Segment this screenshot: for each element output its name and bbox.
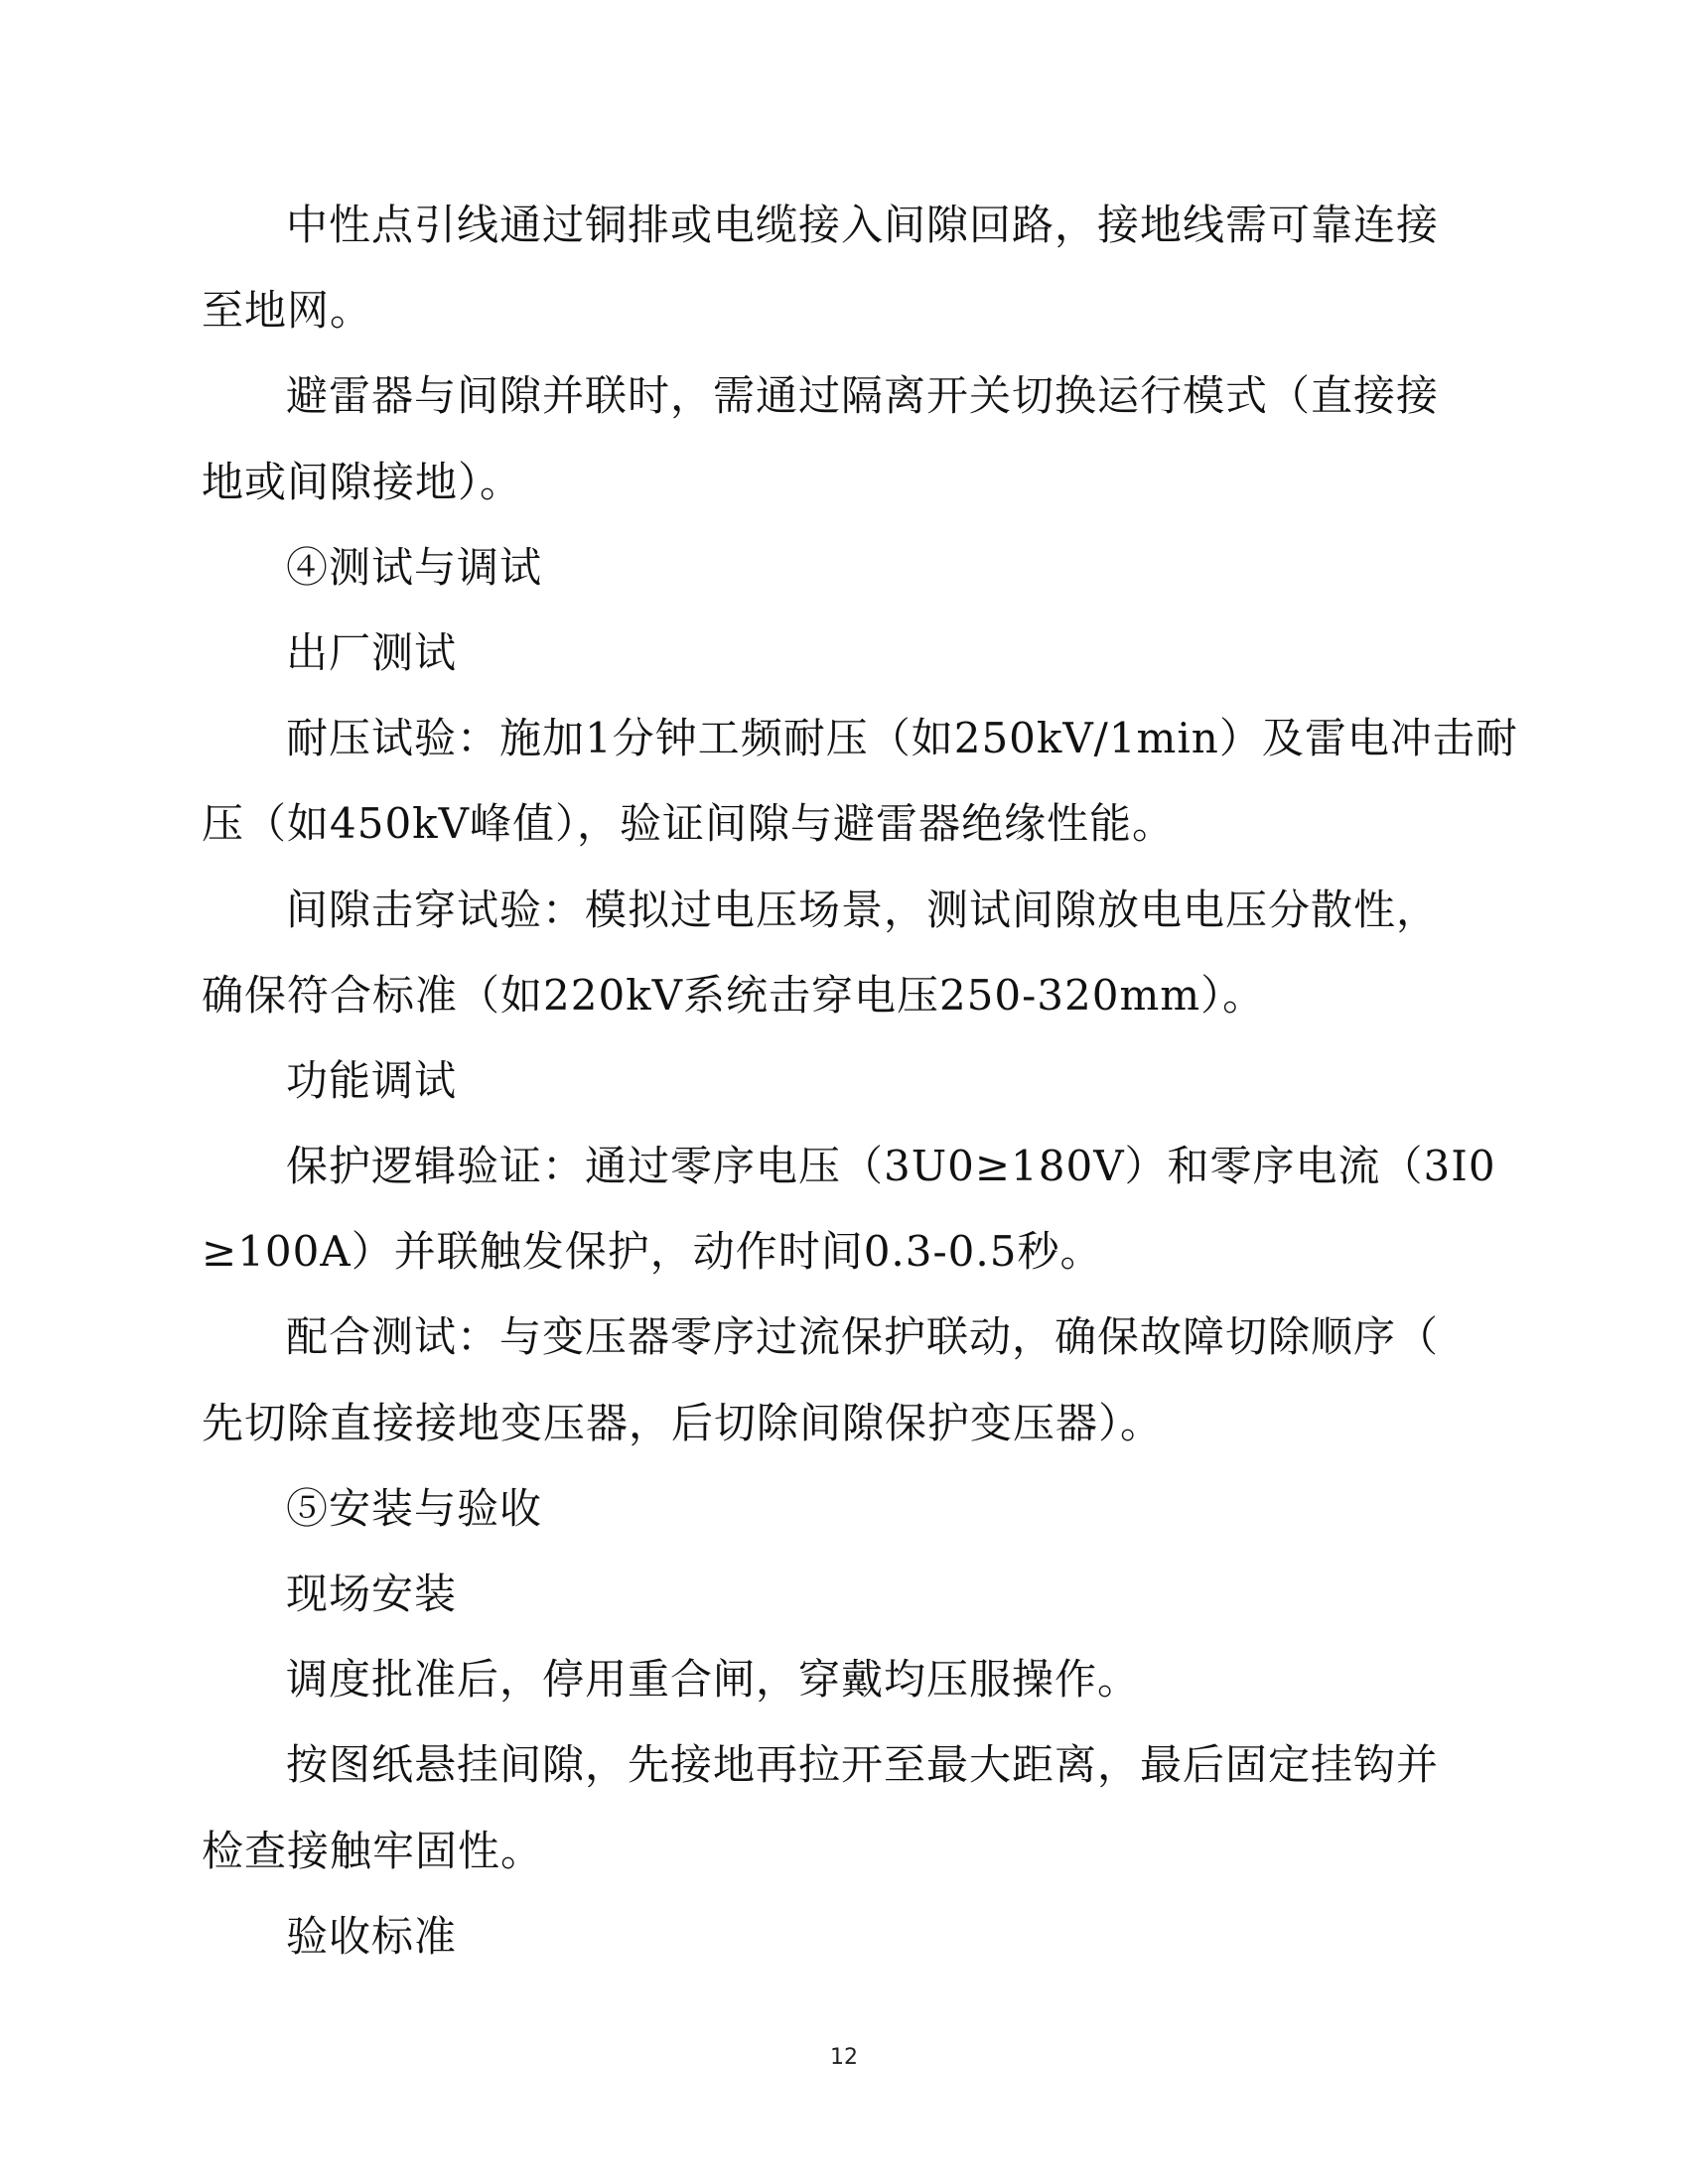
paragraph-line: 调度批准后，停用重合闸，穿戴均压服操作。 [286, 1655, 1141, 1704]
paragraph-line: 保护逻辑验证：通过零序电压（3U0≥180V）和零序电流（3I0 [286, 1142, 1496, 1190]
subsection-heading: 验收标准 [286, 1912, 458, 1961]
paragraph-line: 至地网。 [202, 286, 373, 335]
paragraph-line: 检查接触牢固性。 [202, 1827, 544, 1875]
page-number: 12 [830, 2045, 858, 2070]
paragraph-line: 按图纸悬挂间隙，先接地再拉开至最大距离，最后固定挂钩并 [286, 1740, 1440, 1789]
paragraph-line: 配合测试：与变压器零序过流保护联动，确保故障切除顺序（ [286, 1312, 1440, 1361]
paragraph-line: 中性点引线通过铜排或电缆接入间隙回路，接地线需可靠连接 [286, 201, 1440, 249]
section-heading: ④测试与调试 [286, 543, 543, 592]
paragraph-line: ≥100A）并联触发保护，动作时间0.3-0.5秒。 [202, 1227, 1103, 1276]
paragraph-line: 确保符合标准（如220kV系统击穿电压250-320mm）。 [202, 971, 1266, 1020]
paragraph-line: 耐压试验：施加1分钟工频耐压（如250kV/1min）及雷电冲击耐 [286, 714, 1518, 762]
subsection-heading: 功能调试 [286, 1056, 458, 1105]
subsection-heading: 出厂测试 [286, 628, 458, 677]
section-heading: ⑤安装与验收 [286, 1484, 543, 1533]
paragraph-line: 间隙击穿试验：模拟过电压场景，测试间隙放电电压分散性， [286, 886, 1440, 934]
paragraph-line: 避雷器与间隙并联时，需通过隔离开关切换运行模式（直接接 [286, 371, 1440, 420]
paragraph-line: 地或间隙接地）。 [202, 458, 523, 506]
paragraph-line: 压（如450kV峰值），验证间隙与避雷器绝缘性能。 [202, 799, 1175, 848]
paragraph-line: 先切除直接接地变压器，后切除间隙保护变压器）。 [202, 1399, 1164, 1447]
subsection-heading: 现场安装 [286, 1570, 458, 1618]
